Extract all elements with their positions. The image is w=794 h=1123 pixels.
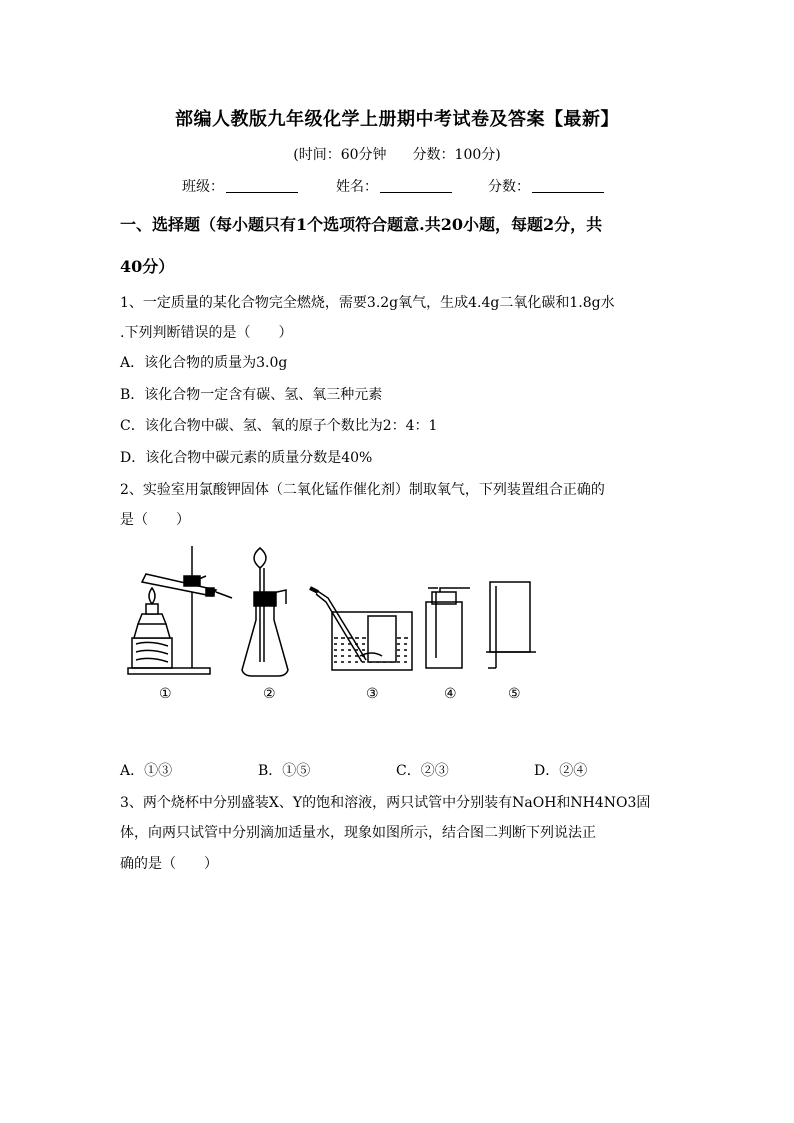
exam-total-score: 分数：100分): [412, 147, 501, 163]
score-field: [488, 176, 604, 196]
exam-meta: [0, 144, 794, 164]
q1-option-d[interactable]: D．该化合物中碳元素的质量分数是40%: [120, 450, 373, 466]
q3-stem-line2: 体，向两只试管中分别滴加适量水，现象如图所示，结合图二判断下列说法正: [120, 825, 596, 841]
q1-option-a[interactable]: A．该化合物的质量为3.0g: [120, 355, 288, 371]
q1-option-b[interactable]: B．该化合物一定含有碳、氢、氧三种元素: [120, 387, 383, 403]
q3-stem-line3: 确的是（ ）: [120, 856, 218, 872]
q2-option-a[interactable]: A．①③: [120, 763, 173, 779]
apparatus-5-gas-bottle-downward: [486, 582, 536, 668]
apparatus-4-gas-bottle-upward: [426, 588, 470, 668]
page-title: 部编人教版九年级化学上册期中考试卷及答案【最新】: [175, 109, 619, 130]
apparatus-label-4: ④: [444, 686, 457, 702]
section-heading-line1: 一、选择题（每小题只有1个选项符合题意.共20小题，每题2分，共: [120, 215, 603, 234]
section-heading-line2: 40分）: [120, 257, 175, 276]
apparatus-label-2: ②: [263, 686, 276, 702]
q2-option-c[interactable]: C．②③: [396, 763, 449, 779]
q1-option-c[interactable]: C．该化合物中碳、氢、氧的原子个数比为2：4：1: [120, 418, 438, 434]
q2-option-b[interactable]: B．①⑤: [258, 763, 311, 779]
q3-stem-line1: 3、两个烧杯中分别盛装X、Y的饱和溶液，两只试管中分别装有NaOH和NH4NO3固: [120, 795, 651, 811]
q1-stem-line1: 1、一定质量的某化合物完全燃烧，需要3.2g氧气，生成4.4g二氧化碳和1.8g水: [120, 295, 615, 311]
class-blank[interactable]: [226, 178, 298, 193]
name-label: 姓名：: [336, 179, 378, 195]
apparatus-figure: [120, 540, 550, 710]
class-field: [182, 176, 298, 196]
class-label: 班级：: [182, 179, 224, 195]
score-blank[interactable]: [532, 178, 604, 193]
q2-stem-line1: 2、实验室用氯酸钾固体（二氧化锰作催化剂）制取氧气，下列装置组合正确的: [120, 482, 605, 498]
exam-time: (时间：60分钟: [293, 147, 387, 163]
score-label: 分数：: [488, 179, 530, 195]
name-field: [336, 176, 452, 196]
apparatus-label-1: ①: [159, 686, 172, 702]
apparatus-3-water-trough: [310, 588, 412, 670]
q2-stem-line2: 是（ ）: [120, 512, 190, 528]
apparatus-label-3: ③: [366, 686, 379, 702]
apparatus-2-conical-flask: [242, 548, 288, 676]
apparatus-label-5: ⑤: [508, 686, 521, 702]
apparatus-1-heating-setup: [128, 546, 232, 674]
name-blank[interactable]: [380, 178, 452, 193]
q2-option-d[interactable]: D．②④: [534, 763, 588, 779]
q1-stem-line2: .下列判断错误的是（ ）: [120, 325, 293, 341]
